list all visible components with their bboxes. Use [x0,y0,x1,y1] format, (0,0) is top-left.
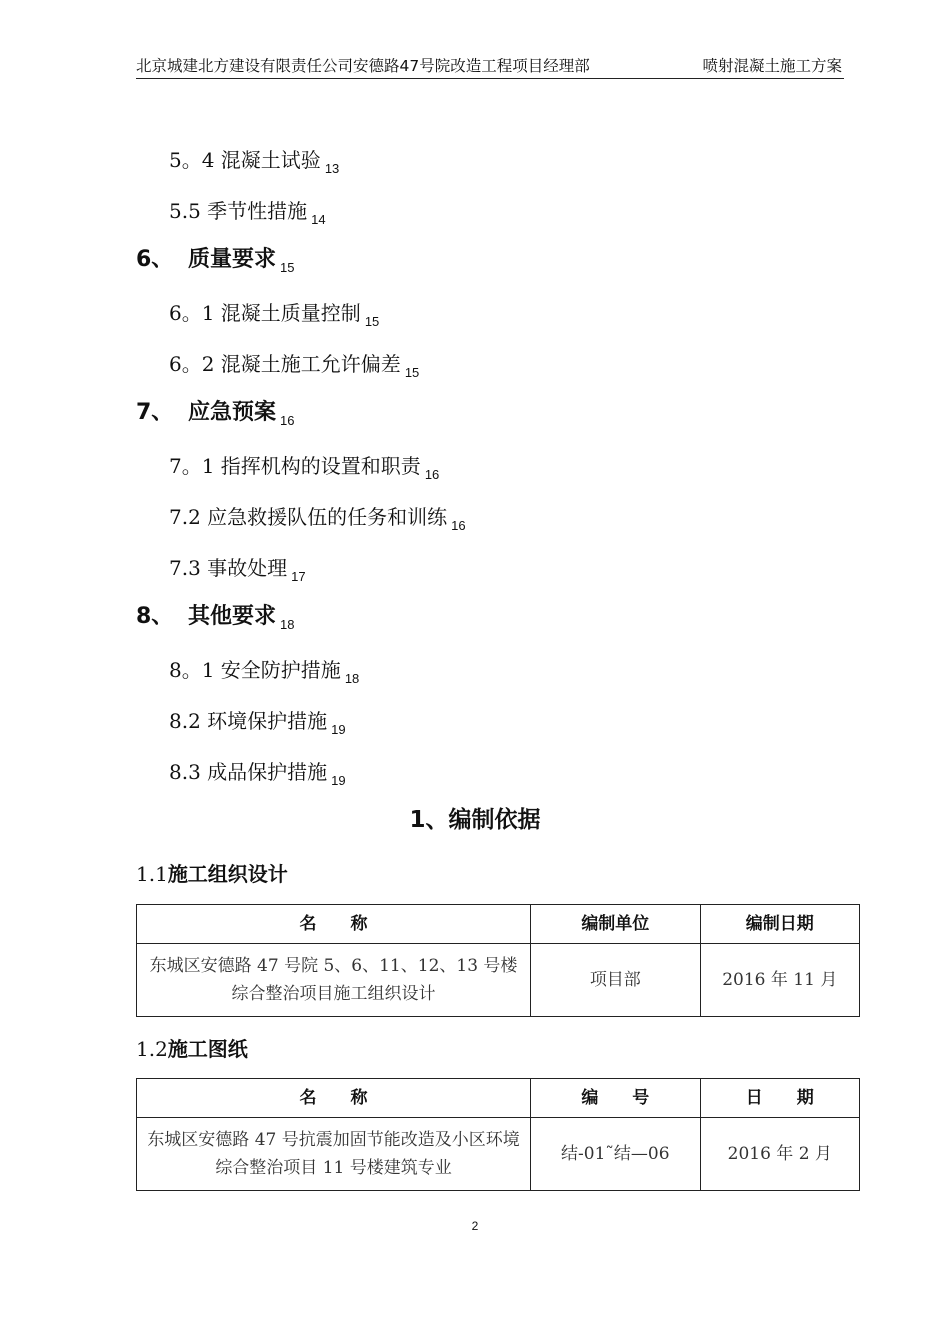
table-row [137,1118,860,1191]
table-cell: 东城区安德路 47 号院 5、6、11、12、13 号楼综合整治项目施工组织设计 [137,944,531,1017]
column-header-date: 日 期 [700,1079,859,1118]
toc-entry[interactable]: 7.2 应急救援队伍的任务和训练 $_{16}$ [169,505,466,533]
table-cell: 2016 年 11 月 [700,944,859,1017]
toc-page-number: 13 [324,161,340,176]
toc-heading[interactable]: 8、 其他要求 $_{18}$ [136,604,295,632]
toc-page-number: 15 [364,314,380,329]
table-cell: 2016 年 2 月 [700,1118,859,1191]
subsection-heading-1-1: 1.1施工组织设计 [136,862,288,886]
toc-page-number: 19 [331,773,346,788]
toc-entry[interactable]: 5.5 季节性措施 $_{14}$ [169,199,326,227]
toc-heading[interactable]: 6、 质量要求 $_{15}$ [136,247,295,275]
toc-entry[interactable]: 8.2 环境保护措施 $_{19}$ [169,709,346,737]
toc-entry[interactable]: 6。2 混凝土施工允许偏差 $_{15}$ [169,352,420,380]
toc-page-number: 19 [331,722,346,737]
toc-page-number: 17 [291,569,306,584]
table-cell: 东城区安德路 47 号抗震加固节能改造及小区环境综合整治项目 11 号楼建筑专业 [137,1118,531,1191]
toc-page-number: 14 [311,212,326,227]
page-header [136,54,844,79]
toc-heading[interactable]: 7、 应急预案 $_{16}$ [136,400,295,428]
table-row [137,944,860,1017]
column-header-unit: 编制单位 [531,905,700,944]
toc-page-number: 15 [280,260,295,275]
section-title: 1、编制依据 [409,807,541,833]
page-number: 2 [471,1219,479,1233]
toc-entry[interactable]: 6。1 混凝土质量控制 $_{15}$ [169,301,380,329]
toc-entry[interactable]: 7。1 指挥机构的设置和职责 $_{16}$ [169,454,440,482]
org-design-table [136,904,860,1017]
drawings-table [136,1078,860,1191]
toc-entry[interactable]: 8。1 安全防护措施 $_{18}$ [169,658,360,686]
column-header-name: 名 称 [137,905,531,944]
header-company: 北京城建北方建设有限责任公司安德路47号院改造工程项目经理部 [136,57,590,75]
table-cell: 项目部 [531,944,700,1017]
toc-page-number: 15 [404,365,420,380]
toc-page-number: 18 [280,617,295,632]
toc-page-number: 18 [344,671,360,686]
column-header-name: 名 称 [137,1079,531,1118]
column-header-date: 编制日期 [700,905,859,944]
toc-page-number: 16 [451,518,466,533]
toc-page-number: 16 [280,413,295,428]
header-doc-title: 喷射混凝土施工方案 [702,57,842,75]
toc-page-number: 16 [424,467,440,482]
table-header-row [137,1079,860,1118]
toc-entry[interactable]: 7.3 事故处理 $_{17}$ [169,556,306,584]
table-cell: 结-01˜结—06 [531,1118,700,1191]
table-header-row [137,905,860,944]
toc-entry[interactable]: 8.3 成品保护措施 $_{19}$ [169,760,346,788]
toc-entry[interactable]: 5。4 混凝土试验 $_{13}$ [169,148,340,176]
subsection-heading-1-2: 1.2施工图纸 [136,1037,248,1061]
column-header-number: 编 号 [531,1079,700,1118]
